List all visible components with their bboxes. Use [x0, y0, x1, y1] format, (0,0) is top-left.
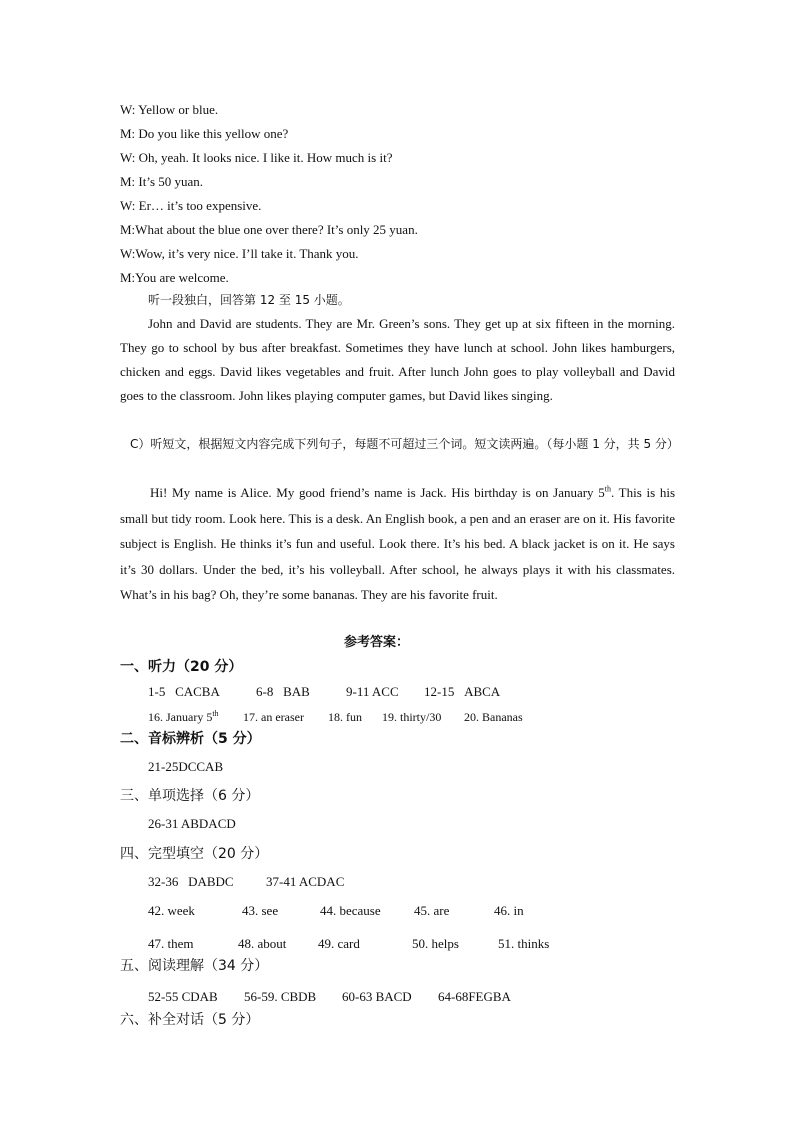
- answer-group: 52-55 CDAB: [148, 989, 218, 1004]
- answer-group: 12-15 ABCA: [424, 684, 501, 699]
- answer-20: 20. Bananas: [464, 710, 523, 724]
- section-title-dialogue-completion: 六、补全对话（5 分）: [120, 1012, 260, 1028]
- dialogue-line: W:Wow, it’s very nice. I’ll take it. Thank you.: [120, 246, 359, 261]
- answer-group: 32-36 DABDC: [148, 874, 234, 889]
- answer-16: [148, 709, 219, 725]
- dialogue-line: M: Do you like this yellow one?: [120, 126, 289, 141]
- dialogue-line: M:What about the blue one over there? It’s only 25 yuan.: [120, 222, 418, 237]
- section-title-phonetics: 二、音标辨析（5 分）: [120, 731, 261, 747]
- section-title-single-choice: 三、单项选择（6 分）: [120, 788, 260, 804]
- monologue-instruction: 听一段独白，回答第 12 至 15 小题。: [148, 293, 350, 307]
- answer-item: 46. in: [494, 903, 524, 918]
- passage-superscript: th: [604, 484, 611, 494]
- answer-18: 18. fun: [328, 710, 362, 724]
- answer-item: 44. because: [320, 903, 381, 918]
- answers-title: 参考答案：: [344, 635, 410, 650]
- answer-group: 56-59. CBDB: [244, 989, 317, 1004]
- answer-group: 37-41 ACDAC: [266, 874, 345, 889]
- answer-group: 6-8 BAB: [256, 684, 310, 699]
- section-title-cloze: 四、完型填空（20 分）: [120, 846, 269, 862]
- answer-item: 42. week: [148, 903, 195, 918]
- passage-text-part2: . This is his small but tidy room. Look here. This is a desk. An English book, a pen and an eraser are on it. His favorite subject is English. He thinks it’s fun and useful. Look there. It’s his bed. A black jacket is on it. He says it’s 30 dollars. Under the bed, it’s his volleyball. After school, he always plays it with his classmates. What’s in his bag? Oh, they’re some bananas. They are his favorite fruit.: [120, 485, 676, 602]
- section-c-instruction-text: C）听短文，根据短文内容完成下列句子，每题不可超过三个词。短文读两遍。（每小题 1 分，共 5 分）: [130, 437, 679, 451]
- dialogue-line: M:You are welcome.: [120, 270, 229, 285]
- section-title-listening: 一、听力（20 分）: [120, 659, 243, 675]
- section-title-reading: 五、阅读理解（34 分）: [120, 958, 269, 974]
- dialogue-line: W: Oh, yeah. It looks nice. I like it. How much is it?: [120, 150, 393, 165]
- answer-19: 19. thirty/30: [382, 710, 442, 724]
- answer-item: 45. are: [414, 903, 450, 918]
- answer-item: 47. them: [148, 936, 194, 951]
- answer-16-text: 16. January 5: [148, 710, 213, 724]
- dialogue-line: W: Yellow or blue.: [120, 102, 219, 117]
- passage-text-part1: Hi! My name is Alice. My good friend’s name is Jack. His birthday is on January 5: [150, 485, 605, 500]
- answer-item: 51. thinks: [498, 936, 550, 951]
- dialogue-line: M: It’s 50 yuan.: [120, 174, 204, 189]
- answer-item: 50. helps: [412, 936, 459, 951]
- monologue-paragraph: [120, 312, 675, 408]
- section-c-instruction: [120, 432, 679, 456]
- monologue-text: John and David are students. They are Mr. Green’s sons. They get up at six fifteen in the morning. They go to school by bus after breakfast. Sometimes they have lunch at school. John likes hamburgers, chicken and eggs. David likes vegetables and fruit. After lunch John goes to play volleyball and David goes to the classroom. John likes playing computer games, but David likes singing.: [120, 316, 675, 403]
- answer-group: 9-11 ACC: [346, 684, 399, 699]
- answer-row: 26-31 ABDACD: [148, 816, 236, 831]
- answer-16-sup: th: [212, 709, 219, 718]
- answer-17: 17. an eraser: [243, 710, 304, 724]
- answer-group: 60-63 BACD: [342, 989, 412, 1004]
- answer-group: 1-5 CACBA: [148, 684, 220, 699]
- answer-item: 43. see: [242, 903, 279, 918]
- answer-row: 21-25DCCAB: [148, 759, 224, 774]
- answer-group: 64-68FEGBA: [438, 989, 511, 1004]
- dialogue-line: W: Er… it’s too expensive.: [120, 198, 262, 213]
- answer-item: 49. card: [318, 936, 360, 951]
- passage-paragraph: [120, 480, 675, 608]
- answer-item: 48. about: [238, 936, 287, 951]
